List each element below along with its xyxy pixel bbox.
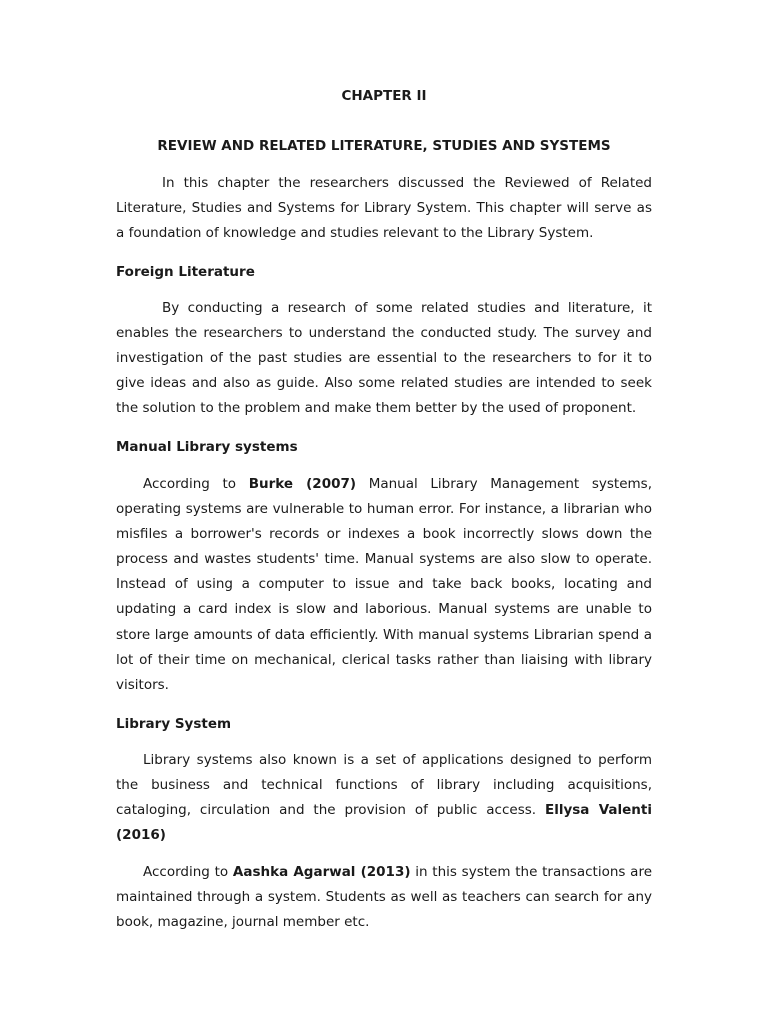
- section-title: REVIEW AND RELATED LITERATURE, STUDIES AND SYSTEMS: [157, 138, 611, 154]
- agarwal-lead: According to: [143, 864, 233, 880]
- burke-citation: Burke (2007): [248, 476, 357, 492]
- manual-library-paragraph: [116, 472, 652, 698]
- manual-library-heading: Manual Library systems: [116, 439, 298, 455]
- agarwal-text: in this system the transactions are maintained through a system. Students as well as teachers can search for any book, magazine, journal member etc.: [116, 864, 652, 931]
- chapter-title: CHAPTER II: [341, 88, 427, 104]
- manual-library-lead: According to: [143, 476, 249, 492]
- agarwal-paragraph: [116, 860, 652, 935]
- library-system-heading: Library System: [116, 716, 232, 732]
- library-system-text: Library systems also known is a set of applications designed to perform the business and technical functions of library including acquisitions, cataloging, circulation and the provision of public access.: [116, 752, 652, 819]
- library-system-paragraph: [116, 748, 652, 848]
- manual-library-text: Manual Library Management systems, operating systems are vulnerable to human error. For instance, a librarian who misfiles a borrower's records or indexes a book incorrectly slows down the process and wastes students' time. Manual systems are also slow to operate. Instead of using a computer to issue and take back books, locating and updating a card index is slow and laborious. Manual systems are unable to store large amounts of data efficiently. With manual systems Librarian spend a lot of their time on mechanical, clerical tasks rather than liaising with library visitors.: [116, 476, 652, 693]
- foreign-literature-heading: Foreign Literature: [116, 264, 255, 280]
- valenti-citation: Ellysa Valenti (2016): [116, 802, 653, 844]
- foreign-literature-paragraph: By conducting a research of some related studies and literature, it enables the researchers to understand the conducted study. The survey and investigation of the past studies are essential to the researchers to for it to give ideas and also as guide. Also some related studies are intended to seek the solution to the problem and make them better by the used of proponent.: [116, 300, 652, 417]
- agarwal-citation: Aashka Agarwal (2013): [232, 864, 411, 880]
- intro-paragraph: In this chapter the researchers discussed the Reviewed of Related Literature, Studies and Systems for Library System. This chapter will serve as a foundation of knowledge and studies relevant to the Library System.: [116, 175, 652, 242]
